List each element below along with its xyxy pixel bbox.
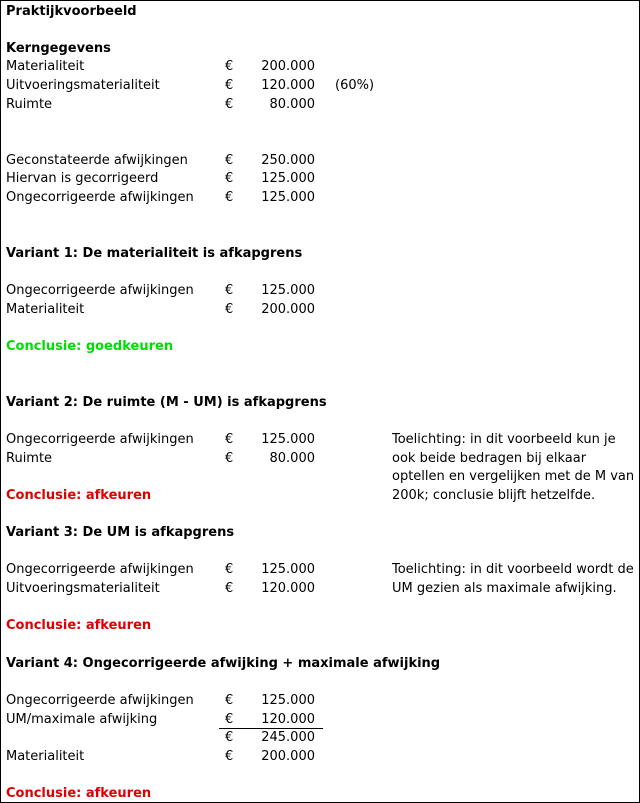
row-label: Ongecorrigeerde afwijkingen	[6, 693, 194, 708]
kern-heading: Kerngegevens	[6, 41, 111, 56]
row-label: Ongecorrigeerde afwijkingen	[6, 562, 194, 577]
row-label: Ongecorrigeerde afwijkingen	[6, 190, 194, 205]
amount: 125.000	[261, 432, 315, 447]
amount: 120.000	[261, 712, 315, 727]
variant-4-heading: Variant 4: Ongecorrigeerde afwijking + maximale afwijking	[6, 656, 441, 671]
variant-2-note: Toelichting: in dit voorbeeld kun je ook beide bedragen bij elkaar optellen en vergelijken met de M van 200k; conclusie blijft hetzelfde.	[392, 432, 635, 503]
row-label: Ongecorrigeerde afwijkingen	[6, 283, 194, 298]
currency-symbol: €	[225, 432, 234, 447]
amount: 125.000	[261, 283, 315, 298]
amount: 200.000	[261, 749, 315, 764]
currency-symbol: €	[225, 693, 234, 708]
amount: 200.000	[261, 302, 315, 317]
amount: 120.000	[261, 581, 315, 596]
conclusion-approve: Conclusie: goedkeuren	[6, 339, 174, 354]
row-label: Materialiteit	[6, 59, 85, 74]
amount: 125.000	[261, 693, 315, 708]
conclusion-reject: Conclusie: afkeuren	[6, 786, 152, 801]
currency-symbol: €	[225, 78, 234, 93]
currency-symbol: €	[225, 581, 234, 596]
currency-symbol: €	[225, 302, 234, 317]
currency-symbol: €	[225, 451, 234, 466]
currency-symbol: €	[225, 97, 234, 112]
row-label: UM/maximale afwijking	[6, 712, 158, 727]
variant-1-heading: Variant 1: De materialiteit is afkapgrens	[6, 246, 303, 261]
currency-symbol: €	[225, 283, 234, 298]
currency-symbol: €	[225, 749, 234, 764]
amount: 250.000	[261, 153, 315, 168]
variant-3-note: Toelichting: in dit voorbeeld wordt de UM gezien als maximale afwijking.	[392, 562, 634, 596]
currency-symbol: €	[225, 190, 234, 205]
amount: 125.000	[261, 190, 315, 205]
amount: 80.000	[269, 451, 315, 466]
conclusion-reject: Conclusie: afkeuren	[6, 618, 152, 633]
row-label: Materialiteit	[6, 302, 85, 317]
row-label: Geconstateerde afwijkingen	[6, 153, 188, 168]
currency-symbol: €	[225, 171, 234, 186]
conclusion-reject: Conclusie: afkeuren	[6, 488, 152, 503]
row-label: Materialiteit	[6, 749, 85, 764]
row-label: Uitvoeringsmaterialiteit	[6, 581, 160, 596]
row-label: Ongecorrigeerde afwijkingen	[6, 432, 194, 447]
amount: 80.000	[269, 97, 315, 112]
sum-divider	[219, 728, 323, 729]
sum-amount: 245.000	[261, 730, 315, 745]
variant-3-heading: Variant 3: De UM is afkapgrens	[6, 525, 235, 540]
percentage-note: (60%)	[335, 78, 375, 93]
currency-symbol: €	[225, 730, 234, 745]
amount: 125.000	[261, 171, 315, 186]
variant-2-heading: Variant 2: De ruimte (M - UM) is afkapgrens	[6, 395, 327, 410]
currency-symbol: €	[225, 153, 234, 168]
row-label: Ruimte	[6, 97, 53, 112]
row-label: Hiervan is gecorrigeerd	[6, 171, 159, 186]
row-label: Ruimte	[6, 451, 53, 466]
amount: 120.000	[261, 78, 315, 93]
currency-symbol: €	[225, 59, 234, 74]
currency-symbol: €	[225, 712, 234, 727]
row-label: Uitvoeringsmaterialiteit	[6, 78, 160, 93]
currency-symbol: €	[225, 562, 234, 577]
amount: 125.000	[261, 562, 315, 577]
document-title: Praktijkvoorbeeld	[6, 4, 137, 19]
amount: 200.000	[261, 59, 315, 74]
